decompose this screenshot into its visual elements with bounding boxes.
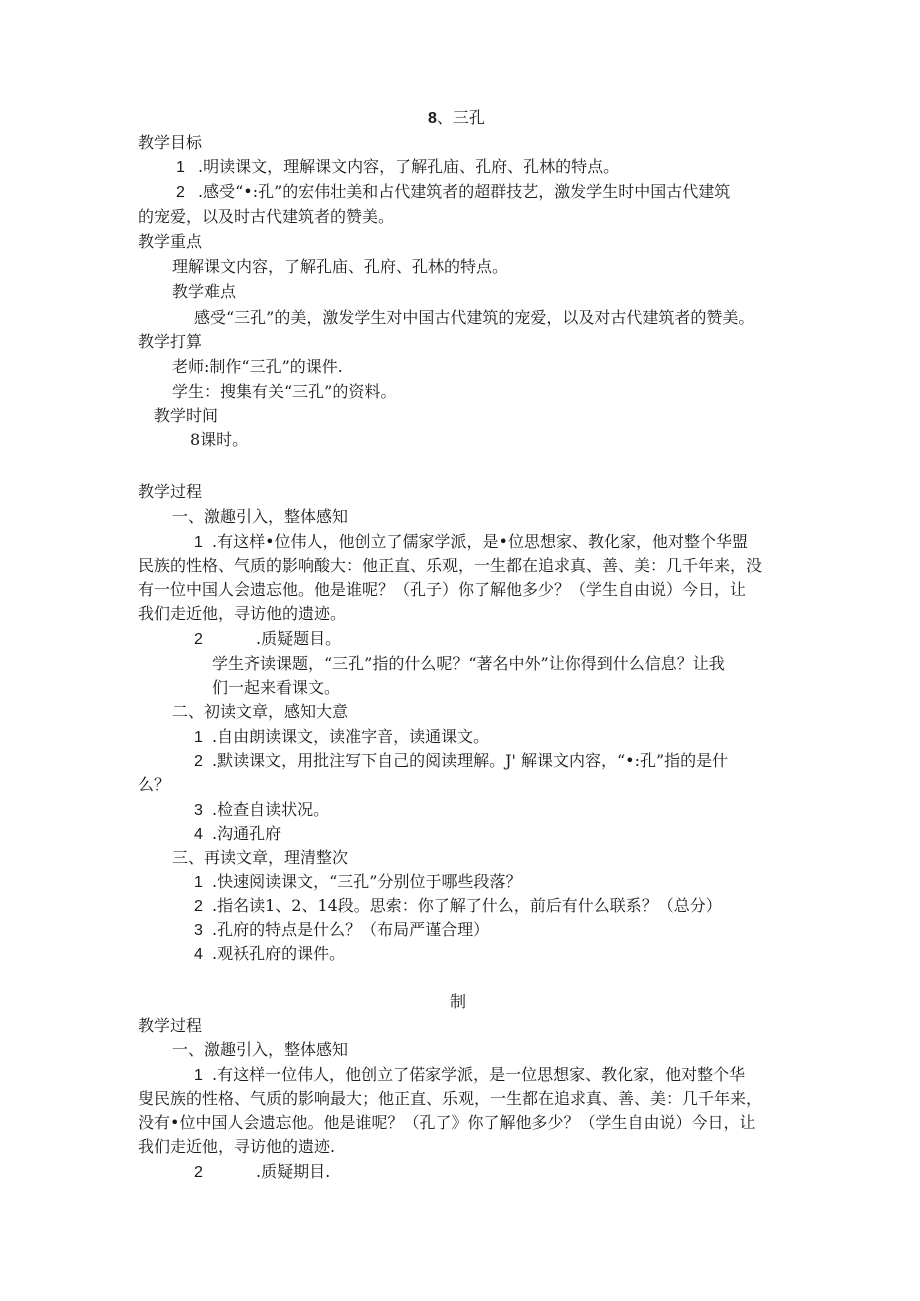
goal-item-1-number: 1 (176, 159, 185, 176)
process-item-1 (194, 530, 748, 555)
process-item-1-line-3: 有一位中国人会遗忘他。他是谁呢？（孔子）你了解他多少？（学生自由说）今日，让 (138, 580, 747, 599)
process-item-2-line-1: 学生齐读课题，“三孔”指的什么呢？“著名中外”让你得到什么信息？让我 (212, 654, 725, 673)
process-item-1-line-1: .有这样•位伟人，他创立了儒家学派，是•位思想家、教化家，他对整个华盟 (212, 532, 748, 551)
goal-item-2 (176, 180, 730, 205)
process-item-1-line-4: 我们走近他，寻访他的遗迹。 (138, 604, 347, 623)
difficulties-body: 感受“三孔”的美，激发学生对中国古代建筑的宠爱，以及对古代建筑者的赞美。 (194, 308, 755, 327)
heading-time: 教学时间 (154, 406, 219, 425)
process-repeat-item-1 (194, 1063, 745, 1088)
section-divider-mark: 制 (450, 992, 467, 1011)
title-number: 8 (428, 110, 437, 127)
process-repeat-item-2-number: 2 (194, 1164, 203, 1181)
goal-item-2-continued: 的宠爱，以及时古代建筑者的赞美。 (138, 207, 395, 226)
reading-item-2 (194, 749, 728, 774)
process-part-2: 二、初读文章，感知大意 (172, 702, 349, 721)
heading-goals: 教学目标 (138, 133, 203, 152)
reading-item-1-text: .自由朗读课文，读准字音，读通课文。 (212, 727, 490, 746)
reading-item-2-number: 2 (194, 753, 203, 770)
reread-item-4-number: 4 (194, 946, 203, 963)
process-part-3: 三、再读文章，理清整次 (172, 848, 349, 867)
reread-item-3-number: 3 (194, 922, 203, 939)
process-repeat-item-1-line-1: .有这样一位伟人，他创立了偌家学派，是一位思想家、教化家，他对整个华 (212, 1065, 746, 1084)
time-body: 8课时。 (190, 430, 249, 449)
key-points-body: 理解课文内容，了解孔庙、孔府、孔林的特点。 (172, 257, 509, 276)
reading-item-3-text: .检查自读状况。 (212, 800, 330, 819)
title-text: 、三孔 (436, 110, 485, 127)
heading-process: 教学过程 (138, 482, 203, 501)
goal-item-2-number: 2 (176, 184, 185, 201)
document-title (428, 107, 485, 131)
reread-item-1-text: .快速阅读课文，“三孔”分别位于哪些段落？ (212, 872, 522, 891)
preparation-teacher: 老师:制作“三孔”的课件. (172, 357, 343, 376)
process-repeat-item-1-line-3: 没有•位中国人会遗忘他。他是谁呢？（孔了》你了解他多少？（学生自由说）今日，让 (138, 1113, 756, 1132)
process-item-2-number: 2 (194, 631, 203, 648)
reread-item-2-number: 2 (194, 898, 203, 915)
goal-item-1 (176, 155, 619, 180)
heading-difficulties: 教学难点 (172, 282, 237, 301)
reading-item-2-text: .默读课文，用批注写下自己的阅读理解。J' 解课文内容，“•:孔”指的是什 (212, 751, 729, 770)
reading-item-1-number: 1 (194, 729, 203, 746)
reread-item-2 (194, 894, 722, 919)
process-item-2-text: .质疑题目。 (256, 629, 342, 648)
heading-key-points: 教学重点 (138, 232, 203, 251)
process-item-2 (194, 627, 341, 652)
goal-item-2-text: .感受“•:孔”的宏伟壮美和占代建筑者的超群技艺，激发学生时中国古代建筑 (198, 182, 731, 201)
reread-item-3 (194, 918, 489, 943)
reread-item-1-number: 1 (194, 874, 203, 891)
reading-item-4-number: 4 (194, 826, 203, 843)
process-repeat-item-2-text: .质疑期目. (256, 1162, 331, 1181)
process-repeat-item-2 (194, 1160, 330, 1185)
process-item-1-number: 1 (194, 534, 203, 551)
reread-item-1 (194, 870, 521, 895)
reading-item-1 (194, 725, 489, 750)
heading-process-repeat: 教学过程 (138, 1016, 203, 1035)
reread-item-3-text: .孔府的特点是什么？（布局严谨合理） (212, 920, 490, 939)
process-item-1-line-2: 民族的性格、气质的影响酸大：他正直、乐观，一生都在追求真、善、美：几千年来，没 (138, 556, 763, 575)
goal-item-1-text: .明读课文，理解课文内容，了解孔庙、孔府、孔林的特点。 (198, 157, 620, 176)
reread-item-4 (194, 942, 345, 967)
process-repeat-part-1: 一、激趣引入，整体感知 (172, 1040, 349, 1059)
preparation-student: 学生：搜集有关“三孔”的资料。 (172, 382, 397, 401)
reading-item-4-text: .沟通孔府 (212, 824, 282, 843)
reading-item-3 (194, 798, 329, 823)
process-repeat-item-1-line-4: 我们走近他，寻访他的遗迹. (138, 1137, 336, 1156)
process-repeat-item-1-line-2: 叟民族的性格、气质的影响最大；他正直、乐观，一生都在追求真、善、美：几千年来， (138, 1089, 763, 1108)
process-item-2-line-2: 们一起来看课文。 (212, 678, 341, 697)
reading-item-2-continued: 么？ (138, 775, 171, 794)
heading-preparation: 教学打算 (138, 332, 203, 351)
reread-item-4-text: .观袄孔府的课件。 (212, 944, 346, 963)
process-repeat-item-1-number: 1 (194, 1067, 203, 1084)
reading-item-4 (194, 822, 281, 847)
process-part-1: 一、激趣引入，整体感知 (172, 507, 349, 526)
reading-item-3-number: 3 (194, 802, 203, 819)
reread-item-2-text: .指名读1、2、14段。思索：你了解了什么，前后有什么联系？（总分） (212, 896, 722, 915)
